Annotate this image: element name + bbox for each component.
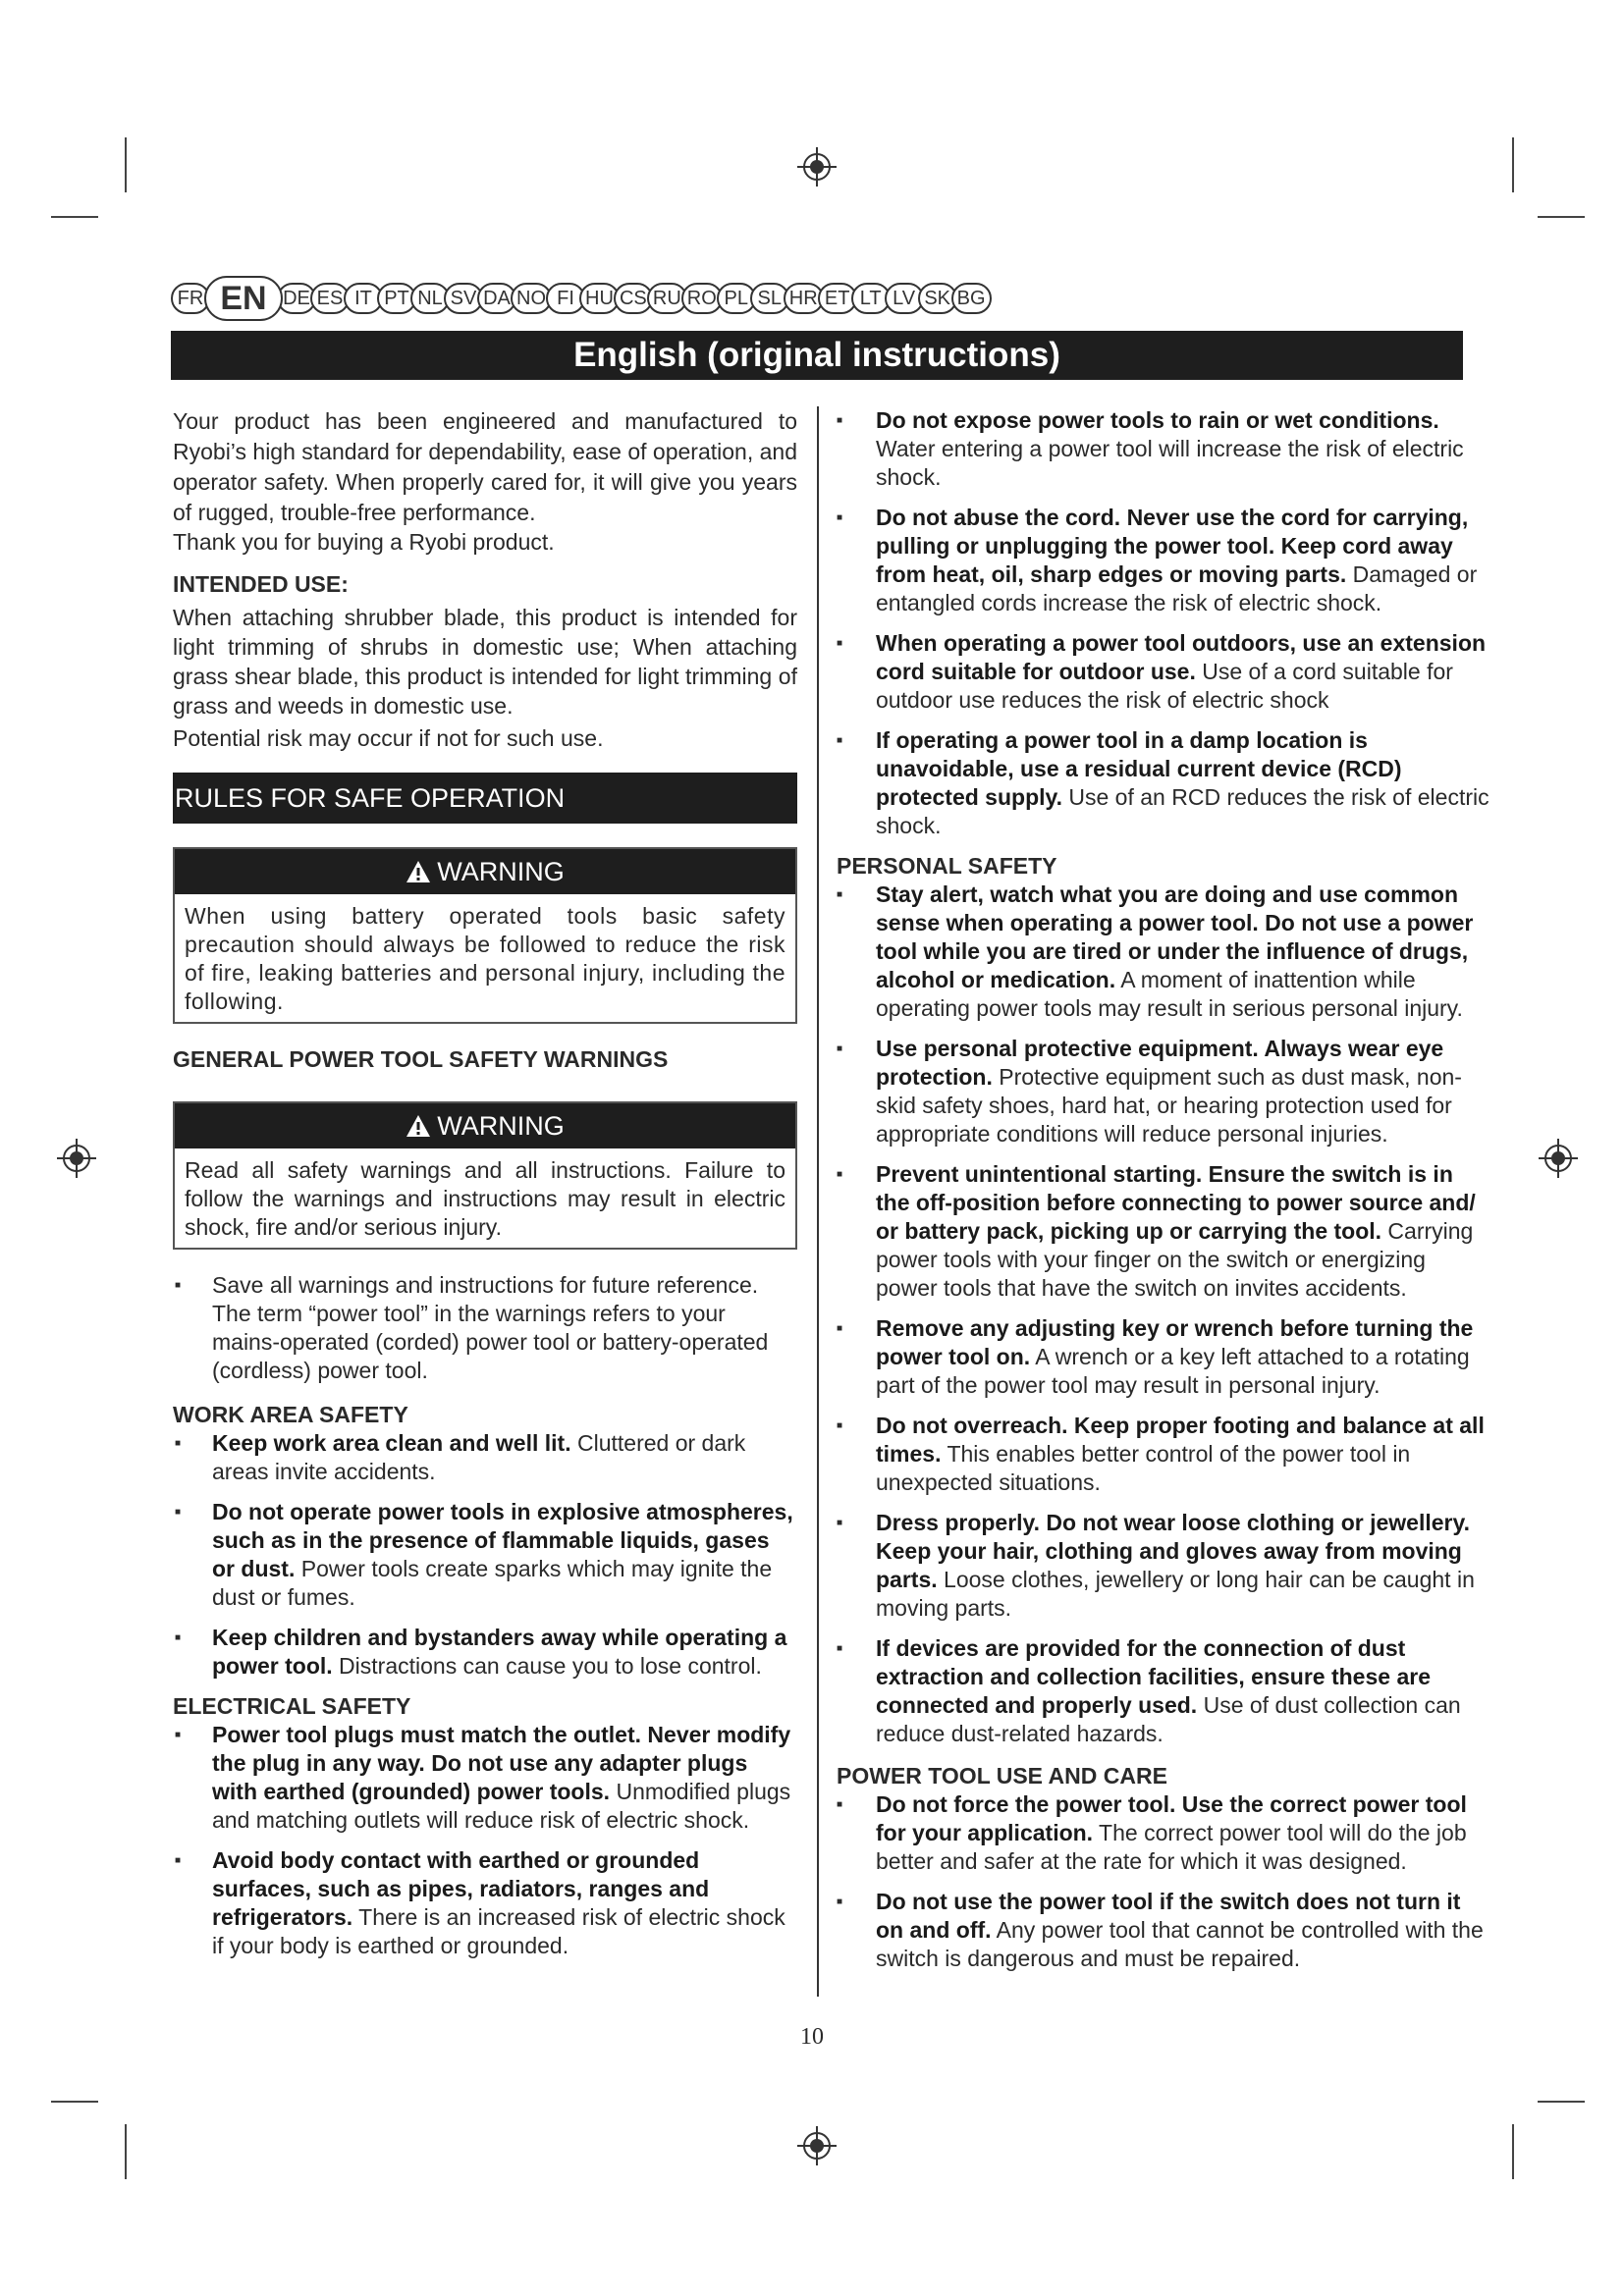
list-item	[837, 881, 1490, 1023]
list-item-bold: Do not expose power tools to rain or wet conditions.	[876, 407, 1439, 433]
list-item	[173, 1721, 797, 1835]
power-tool-use-list	[837, 1790, 1490, 1973]
list-item-bold: Do not operate power tools in explosive atmospheres, such as in the presence of flammable liquids, gases or dust.	[212, 1499, 793, 1581]
language-tab-pt[interactable]: PT	[377, 283, 416, 314]
list-item-bold: Use personal protective equipment. Always wear eye protection.	[876, 1036, 1444, 1090]
language-tab-lv[interactable]: LV	[885, 283, 924, 314]
potential-risk-text: Potential risk may occur if not for such use.	[173, 725, 604, 751]
language-tab-es[interactable]: ES	[310, 283, 350, 314]
page-number: 10	[800, 2024, 824, 2050]
crop-mark	[1538, 2101, 1585, 2103]
list-item-text: Cluttered or dark areas invite accidents.	[212, 1430, 746, 1484]
language-tab-no[interactable]: NO	[511, 283, 552, 314]
list-item	[173, 1846, 797, 1960]
list-item-text: Use of an RCD reduces the risk of electric shock.	[876, 784, 1489, 838]
warning-text: When using battery operated tools basic safety precaution should always be followed to reduce the risk of fire, leaking batteries and personal injury, including the following.	[185, 903, 785, 1014]
language-tab-da[interactable]: DA	[477, 283, 516, 314]
list-item-text: This enables better control of the power tool in unexpected situations.	[876, 1441, 1411, 1495]
list-item	[837, 1634, 1490, 1748]
list-item-bold: Keep work area clean and well lit.	[212, 1430, 571, 1456]
language-tab-sk[interactable]: SK	[918, 283, 957, 314]
language-bar	[171, 277, 1463, 320]
language-tab-ro[interactable]: RO	[681, 283, 723, 314]
registration-mark-icon	[795, 2124, 839, 2167]
left-column	[173, 406, 797, 1972]
list-item	[837, 1790, 1490, 1876]
registration-mark-icon	[795, 145, 839, 188]
list-item-text: A wrench or a key left attached to a rotating part of the power tool may result in personal injury.	[876, 1344, 1470, 1398]
language-tab-et[interactable]: ET	[818, 283, 857, 314]
list-item-text: Carrying power tools with your finger on the switch or energizing power tools that have the switch on invites accidents.	[876, 1218, 1474, 1301]
list-item	[837, 504, 1490, 617]
list-item	[173, 1624, 797, 1681]
list-item	[173, 1498, 797, 1612]
warning-box	[173, 847, 797, 1024]
list-item-text: Water entering a power tool will increase the risk of electric shock.	[876, 436, 1464, 490]
list-item-text: Damaged or entangled cords increase the risk of electric shock.	[876, 561, 1478, 615]
language-tab-cs[interactable]: CS	[614, 283, 653, 314]
list-item-text: Distractions can cause you to lose control.	[332, 1653, 762, 1679]
list-item-text: Power tools create sparks which may ignite the dust or fumes.	[212, 1556, 773, 1610]
language-tab-de[interactable]: DE	[277, 283, 316, 314]
list-item-bold: Do not use the power tool if the switch does not turn it on and off.	[876, 1889, 1461, 1943]
list-item-text: Use of a cord suitable for outdoor use reduces the risk of electric shock	[876, 659, 1453, 713]
list-item-text: Unmodified plugs and matching outlets will reduce risk of electric shock.	[212, 1779, 791, 1833]
electrical-list	[837, 406, 1490, 840]
list-item-text: Any power tool that cannot be controlled with the switch is dangerous and must be repaired.	[876, 1917, 1484, 1971]
crop-mark	[1512, 137, 1514, 192]
language-tab-lt[interactable]: LT	[851, 283, 891, 314]
electrical-list	[173, 1721, 797, 1960]
list-item-text: Use of dust collection can reduce dust-related hazards.	[876, 1692, 1461, 1746]
list-item-bold: Stay alert, watch what you are doing and use common sense when operating a power tool. Do not use a power tool while you are tired or under the influence of drugs, alcohol or medication.	[876, 881, 1474, 992]
list-item-bold: Do not overreach. Keep proper footing and balance at all times.	[876, 1413, 1485, 1467]
warning-box	[173, 1101, 797, 1250]
list-item-bold: Power tool plugs must match the outlet. Never modify the plug in any way. Do not use any adapter plugs with earthed (grounded) power tools.	[212, 1722, 791, 1804]
warning-header	[175, 849, 795, 894]
language-tab-hr[interactable]: HR	[784, 283, 824, 314]
language-tab-fi[interactable]: FI	[546, 283, 585, 314]
intended-use-heading: INTENDED USE:	[173, 571, 349, 597]
personal-safety-heading: PERSONAL SAFETY	[837, 853, 1057, 879]
list-item	[837, 1314, 1490, 1400]
list-item-bold: Prevent unintentional starting. Ensure the switch is in the off-position before connecting to power source and/ or battery pack, picking up or carrying the tool.	[876, 1161, 1476, 1244]
registration-mark-icon	[55, 1137, 98, 1180]
crop-mark	[125, 137, 127, 192]
list-item-bold: If devices are provided for the connection of dust extraction and collection facilities, ensure these are connected and properly used.	[876, 1635, 1431, 1718]
work-area-list	[173, 1429, 797, 1681]
language-tab-pl[interactable]: PL	[717, 283, 756, 314]
list-item	[837, 1160, 1490, 1303]
list-item-text: Protective equipment such as dust mask, non-skid safety shoes, hard hat, or hearing protection used for appropriate conditions will reduce personal injuries.	[876, 1064, 1462, 1147]
crop-mark	[51, 2101, 98, 2103]
list-item: ■ Save all warnings and instructions for future reference. The term “power tool” in the warnings refers to your mains-operated (corded) power tool or battery-operated (cordless) power tool.	[173, 1271, 797, 1385]
page-title: English (original instructions)	[171, 331, 1463, 380]
list-item-text: Loose clothes, jewellery or long hair can be caught in moving parts.	[876, 1567, 1475, 1621]
list-item	[837, 726, 1490, 840]
intended-use-text: When attaching shrubber blade, this product is intended for light trimming of shrubs in domestic use; When attaching grass shear blade, this product is intended for light trimming of grass and weeds in domestic use.	[173, 605, 797, 719]
list-item-bold: Dress properly. Do not wear loose clothing or jewellery. Keep your hair, clothing and gloves away from moving parts.	[876, 1510, 1470, 1592]
personal-safety-list	[837, 881, 1490, 1748]
crop-mark	[1512, 2124, 1514, 2179]
registration-mark-icon	[1537, 1137, 1580, 1180]
column-divider	[817, 406, 819, 1997]
warning-text: Read all safety warnings and all instructions. Failure to follow the warnings and instructions may result in electric shock, fire and/or serious injury.	[185, 1157, 785, 1240]
list-item-bold: If operating a power tool in a damp location is unavoidable, use a residual current device (RCD) protected supply.	[876, 727, 1402, 810]
list-item	[837, 1035, 1490, 1148]
list-item-bold: Avoid body contact with earthed or grounded surfaces, such as pipes, radiators, ranges and refrigerators.	[212, 1847, 710, 1930]
language-tab-hu[interactable]: HU	[579, 283, 620, 314]
list-item	[173, 1429, 797, 1486]
rules-bar-label: RULES FOR SAFE OPERATION	[175, 782, 566, 813]
intro-text: Your product has been engineered and manufactured to Ryobi’s high standard for dependability, ease of operation, and operator safety. When properly cared for, it will give you years of rugged, trouble-free performance.	[173, 408, 797, 525]
language-tab-nl[interactable]: NL	[410, 283, 450, 314]
language-tab-ru[interactable]: RU	[647, 283, 687, 314]
electrical-safety-heading: ELECTRICAL SAFETY	[173, 1693, 411, 1719]
general-safety-heading: GENERAL POWER TOOL SAFETY WARNINGS	[173, 1046, 669, 1072]
language-tab-en[interactable]: EN	[204, 276, 283, 321]
list-item-bold: Do not abuse the cord. Never use the cord for carrying, pulling or unplugging the power tool. Keep cord away from heat, oil, sharp edges or moving parts.	[876, 505, 1469, 587]
language-tab-bg[interactable]: BG	[951, 283, 992, 314]
crop-mark	[1538, 216, 1585, 218]
list-item	[837, 406, 1490, 492]
list-item-bold: Remove any adjusting key or wrench before turning the power tool on.	[876, 1315, 1474, 1369]
crop-mark	[51, 216, 98, 218]
work-area-heading: WORK AREA SAFETY	[173, 1402, 408, 1427]
list-item	[837, 1509, 1490, 1623]
list-item-bold: Keep children and bystanders away while operating a power tool.	[212, 1625, 787, 1679]
warning-header	[175, 1103, 795, 1148]
list-item	[837, 1888, 1490, 1973]
language-tab-sl[interactable]: SL	[750, 283, 789, 314]
warning-triangle-icon	[406, 1114, 431, 1138]
list-item	[837, 629, 1490, 715]
right-column	[837, 406, 1490, 1985]
rules-bar	[173, 773, 797, 824]
list-item-text: The correct power tool will do the job better and safer at the rate for which it was designed.	[876, 1820, 1467, 1874]
language-tab-fr[interactable]: FR	[171, 283, 210, 314]
crop-mark	[125, 2124, 127, 2179]
list-item-bold: When operating a power tool outdoors, use an extension cord suitable for outdoor use.	[876, 630, 1487, 684]
warning-triangle-icon	[406, 860, 431, 883]
list-item-text: A moment of inattention while operating power tools may result in serious personal injury.	[876, 967, 1463, 1021]
list-item	[837, 1412, 1490, 1497]
thanks-text: Thank you for buying a Ryobi product.	[173, 529, 555, 555]
language-tab-it[interactable]: IT	[344, 283, 383, 314]
warning-label: WARNING	[437, 856, 565, 886]
list-item-bold: Do not force the power tool. Use the correct power tool for your application.	[876, 1791, 1467, 1845]
warning-label: WARNING	[437, 1110, 565, 1141]
power-tool-use-heading: POWER TOOL USE AND CARE	[837, 1763, 1167, 1789]
list-item-text: There is an increased risk of electric shock if your body is earthed or grounded.	[212, 1904, 785, 1958]
language-tab-sv[interactable]: SV	[444, 283, 483, 314]
